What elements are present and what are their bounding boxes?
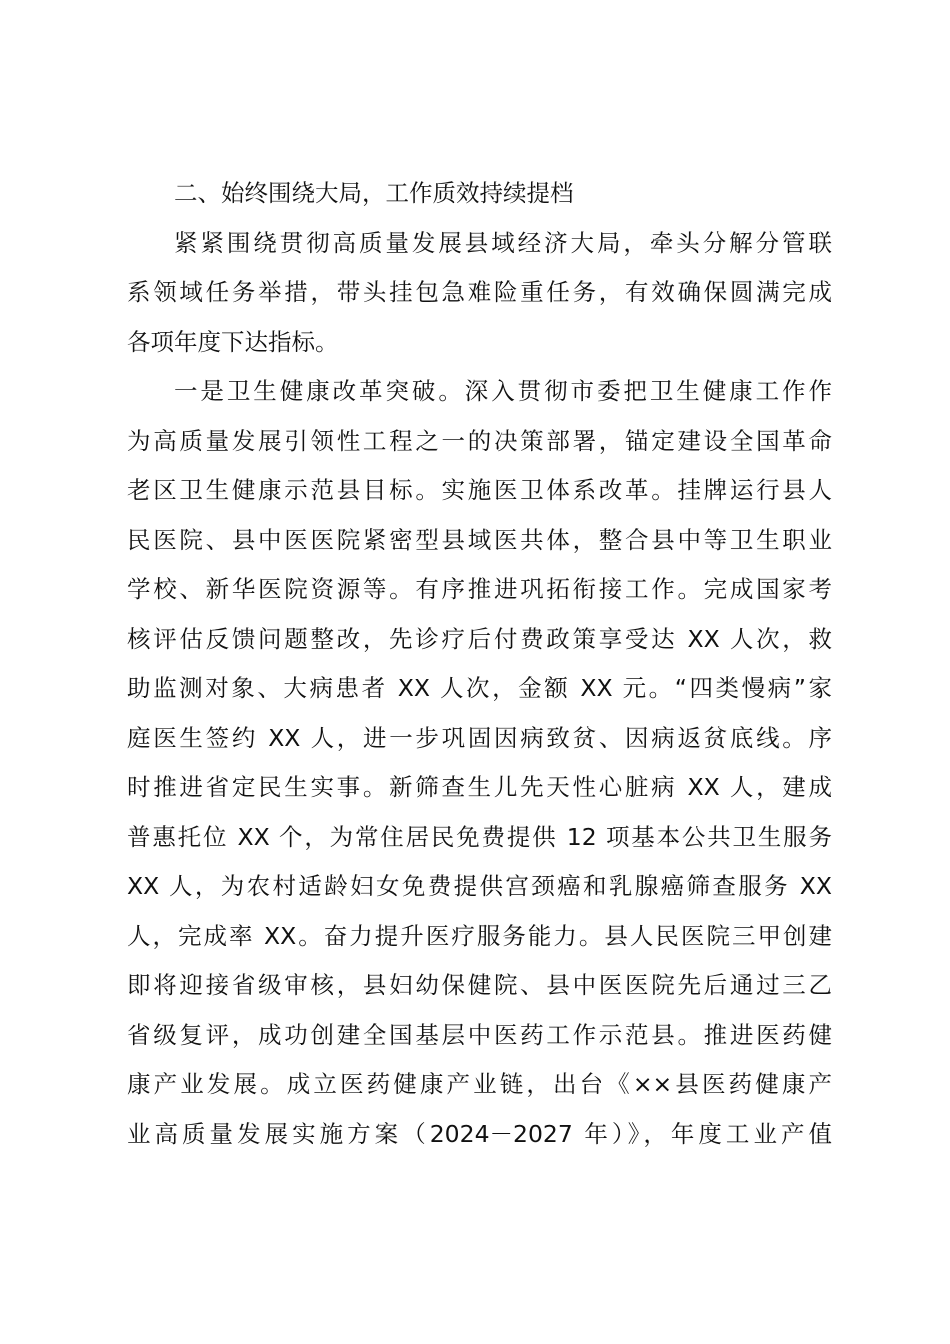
paragraph-line: 系领域任务举措，带头挂包急难险重任务，有效确保圆满完成 bbox=[127, 278, 832, 306]
paragraph-line: 老区卫生健康示范县目标。实施医卫体系改革。挂牌运行县人 bbox=[127, 476, 832, 504]
document-body bbox=[127, 179, 832, 1172]
paragraph-line: XX 人，为农村适龄妇女免费提供宫颈癌和乳腺癌筛查服务 XX bbox=[127, 872, 832, 900]
paragraph-2 bbox=[127, 367, 832, 1159]
section-heading: 二、始终围绕大局，工作质效持续提档 bbox=[174, 179, 574, 207]
paragraph-line: 普惠托位 XX 个，为常住居民免费提供 12 项基本公共卫生服务 bbox=[127, 822, 832, 851]
paragraph-line: 为高质量发展引领性工程之一的决策部署，锚定建设全国革命 bbox=[127, 426, 832, 455]
paragraph-line: 紧紧围绕贯彻高质量发展县域经济大局，牵头分解分管联 bbox=[174, 228, 832, 257]
paragraph-line: 时推进省定民生实事。新筛查生儿先天性心脏病 XX 人，建成 bbox=[127, 773, 832, 801]
paragraph-line: 学校、新华医院资源等。有序推进巩拓衔接工作。完成国家考 bbox=[127, 575, 832, 603]
paragraph-line: 省级复评，成功创建全国基层中医药工作示范县。推进医药健 bbox=[127, 1020, 832, 1049]
paragraph-line: 助监测对象、大病患者 XX 人次，金额 XX 元。“四类慢病”家 bbox=[127, 674, 832, 702]
paragraph-line: 民医院、县中医医院紧密型县域医共体，整合县中等卫生职业 bbox=[127, 525, 832, 554]
paragraph-line: 核评估反馈问题整改，先诊疗后付费政策享受达 XX 人次，救 bbox=[127, 624, 832, 653]
paragraph-line: 人，完成率 XX。奋力提升医疗服务能力。县人民医院三甲创建 bbox=[127, 921, 832, 950]
paragraph-line: 一是卫生健康改革突破。深入贯彻市委把卫生健康工作作 bbox=[174, 377, 832, 405]
paragraph-line: 各项年度下达指标。 bbox=[127, 327, 339, 356]
paragraph-line: 庭医生签约 XX 人，进一步巩固因病致贫、因病返贫底线。序 bbox=[127, 723, 832, 752]
paragraph-line: 业高质量发展实施方案（2024－2027 年）》，年度工业产值 bbox=[127, 1119, 832, 1148]
paragraph-line: 康产业发展。成立医药健康产业链，出台《××县医药健康产 bbox=[127, 1070, 832, 1098]
paragraph-1 bbox=[127, 219, 832, 368]
paragraph-line: 即将迎接省级审核，县妇幼保健院、县中医医院先后通过三乙 bbox=[127, 971, 832, 999]
